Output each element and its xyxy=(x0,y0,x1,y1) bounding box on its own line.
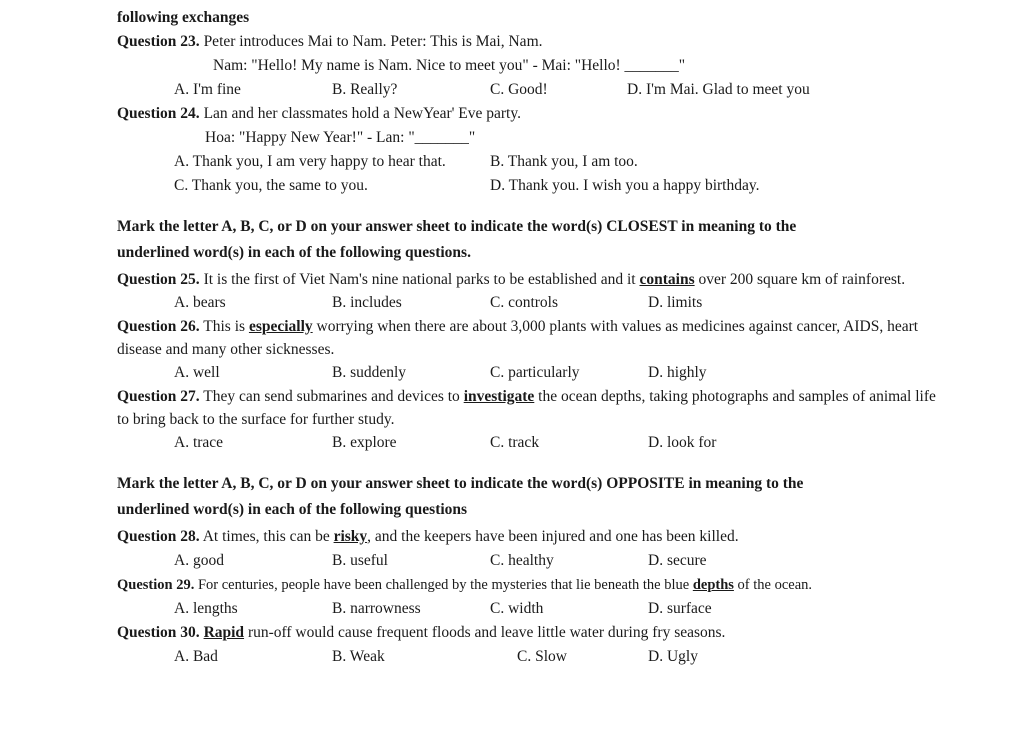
question-stem-end: worrying when there are about 3,000 plants with values as medicines against cancer, AIDS, heart disease and many other sicknesses. xyxy=(117,318,919,358)
option-d[interactable]: D. look for xyxy=(648,434,717,451)
question-stem-end: of the ocean. xyxy=(733,577,813,593)
option-d[interactable]: D. Thank you. I wish you a happy birthday. xyxy=(490,177,760,194)
question-label: Question 29. xyxy=(117,577,195,593)
option-b[interactable]: B. narrowness xyxy=(332,600,421,617)
option-a[interactable]: A. lengths xyxy=(174,600,238,617)
question-stem-end: over 200 square km of rainforest. xyxy=(694,271,906,288)
question-23 xyxy=(117,30,937,102)
option-c[interactable]: C. Slow xyxy=(517,648,567,665)
option-a[interactable]: A. Thank you, I am very happy to hear that. xyxy=(174,153,446,170)
question-stem: This is xyxy=(199,318,249,335)
underlined-word: depths xyxy=(692,577,734,593)
question-stem: It is the first of Viet Nam's nine national parks to be established and it xyxy=(199,271,640,288)
option-c[interactable]: C. track xyxy=(490,434,540,451)
question-25 xyxy=(117,268,937,315)
option-a[interactable]: A. good xyxy=(174,552,224,569)
underlined-word: especially xyxy=(248,318,313,335)
instruction-line: underlined word(s) in each of the following questions xyxy=(117,501,468,518)
option-a[interactable]: A. bears xyxy=(174,294,226,311)
question-label: Question 23. xyxy=(117,33,200,50)
question-stem-end: , and the keepers have been injured and one has been killed. xyxy=(367,528,739,545)
option-d[interactable]: D. surface xyxy=(648,600,712,617)
question-28 xyxy=(117,525,937,573)
option-b[interactable]: B. suddenly xyxy=(332,364,407,381)
option-c[interactable]: C. width xyxy=(490,600,544,617)
question-29 xyxy=(117,573,937,621)
question-label: Question 24. xyxy=(117,105,200,122)
option-b[interactable]: B. Thank you, I am too. xyxy=(490,153,638,170)
underlined-word: Rapid xyxy=(203,624,245,641)
question-stem: Peter introduces Mai to Nam. Peter: This is Mai, Nam. xyxy=(199,33,543,50)
option-c[interactable]: C. controls xyxy=(490,294,559,311)
option-d[interactable]: D. limits xyxy=(648,294,703,311)
question-label: Question 26. xyxy=(117,318,200,335)
question-stem: Lan and her classmates hold a NewYear' Eve party. xyxy=(199,105,521,122)
option-b[interactable]: B. explore xyxy=(332,434,397,451)
question-label: Question 25. xyxy=(117,271,200,288)
question-stem-end: run-off would cause frequent floods and leave little water during fry seasons. xyxy=(244,624,726,641)
option-d[interactable]: D. Ugly xyxy=(648,648,698,665)
option-b[interactable]: B. includes xyxy=(332,294,402,311)
option-a[interactable]: A. trace xyxy=(174,434,224,451)
question-dialogue: Hoa: "Happy New Year!" - Lan: "_______" xyxy=(205,129,476,146)
question-label: Question 28. xyxy=(117,528,200,545)
underlined-word: investigate xyxy=(463,388,535,405)
section-header: following exchanges xyxy=(117,9,250,26)
question-stem: At times, this can be xyxy=(199,528,334,545)
underlined-word: risky xyxy=(333,528,368,545)
question-30 xyxy=(117,621,937,669)
instruction-closest xyxy=(117,212,937,264)
question-24 xyxy=(117,102,937,198)
question-label: Question 27. xyxy=(117,388,200,405)
option-a[interactable]: A. I'm fine xyxy=(174,81,241,98)
option-b[interactable]: B. Really? xyxy=(332,81,398,98)
instruction-opposite xyxy=(117,469,937,521)
instruction-line: Mark the letter A, B, C, or D on your answer sheet to indicate the word(s) CLOSEST in meaning to the xyxy=(117,218,797,235)
question-stem: For centuries, people have been challenged by the mysteries that lie beneath the blue xyxy=(194,577,693,593)
instruction-line: Mark the letter A, B, C, or D on your answer sheet to indicate the word(s) OPPOSITE in meaning to the xyxy=(117,475,804,492)
option-c[interactable]: C. particularly xyxy=(490,364,580,381)
worksheet-page xyxy=(117,6,937,669)
option-d[interactable]: D. secure xyxy=(648,552,707,569)
option-c[interactable]: C. Good! xyxy=(490,81,548,98)
question-27 xyxy=(117,385,937,455)
option-c[interactable]: C. healthy xyxy=(490,552,554,569)
question-stem-end: the ocean depths, taking photographs and samples of animal life to bring back to the surface for further study. xyxy=(117,388,936,428)
option-a[interactable]: A. well xyxy=(174,364,220,381)
question-stem: They can send submarines and devices to xyxy=(199,388,464,405)
question-26 xyxy=(117,315,937,385)
question-dialogue: Nam: "Hello! My name is Nam. Nice to meet you" - Mai: "Hello! _______" xyxy=(213,57,686,74)
option-d[interactable]: D. highly xyxy=(648,364,707,381)
option-c[interactable]: C. Thank you, the same to you. xyxy=(174,177,368,194)
option-b[interactable]: B. Weak xyxy=(332,648,385,665)
instruction-line: underlined word(s) in each of the following questions. xyxy=(117,244,471,261)
option-d[interactable]: D. I'm Mai. Glad to meet you xyxy=(627,81,810,98)
option-a[interactable]: A. Bad xyxy=(174,648,218,665)
underlined-word: contains xyxy=(639,271,695,288)
question-label: Question 30. xyxy=(117,624,200,641)
option-b[interactable]: B. useful xyxy=(332,552,388,569)
